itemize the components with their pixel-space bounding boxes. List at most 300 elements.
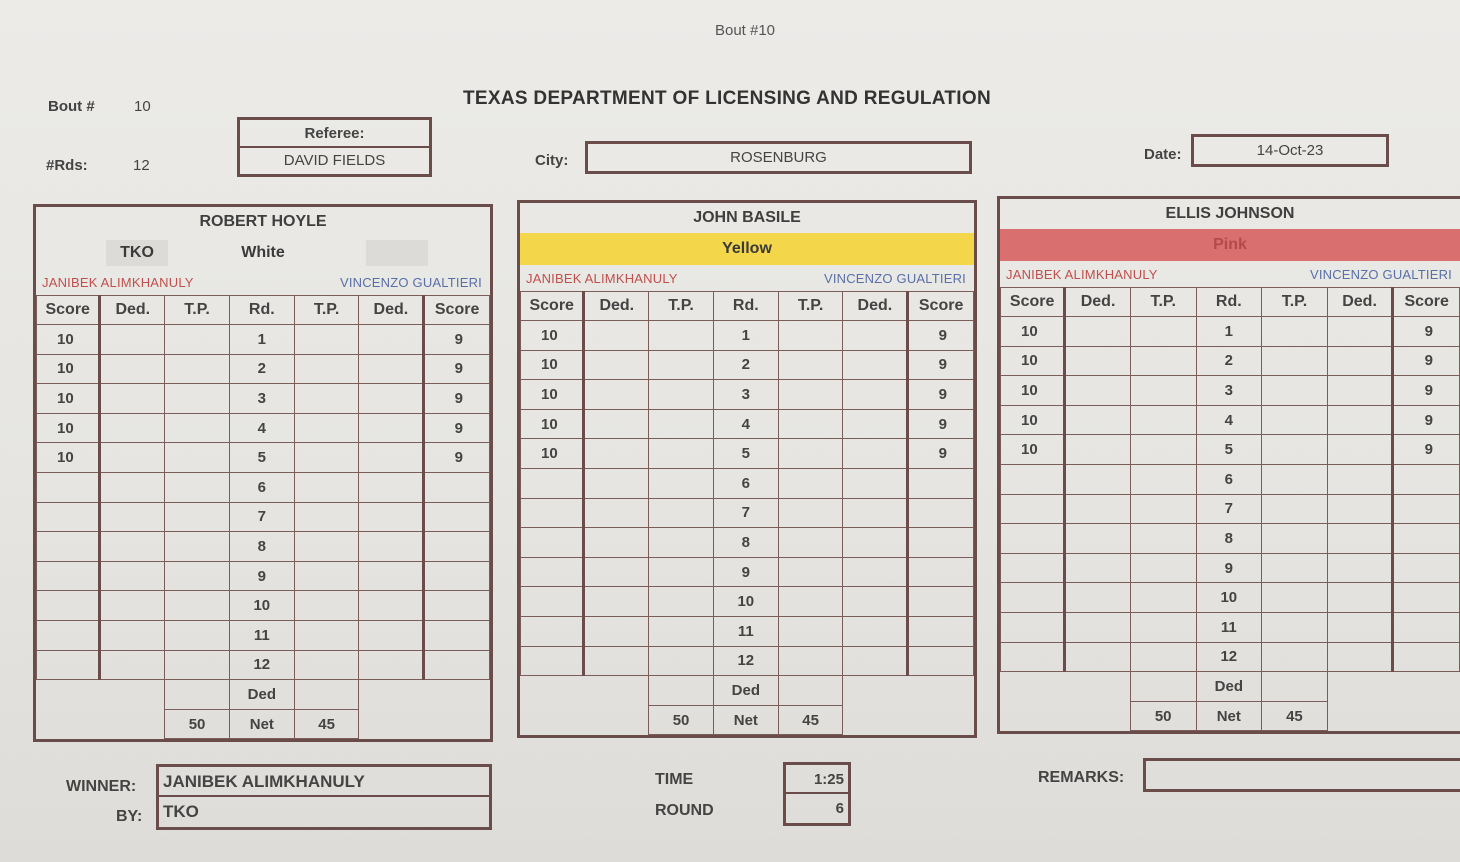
blue-ded-cell [843,321,908,351]
table-row [37,591,490,621]
blue-corner-name: VINCENZO GUALTIERI [1309,266,1452,282]
table-row [1001,642,1460,672]
blue-ded-cell [1327,405,1393,435]
stoppage-round: 6 [835,800,844,817]
blue-ded-cell [359,384,424,414]
round-number: 5 [1196,435,1262,465]
blue-tp-cell [294,591,359,621]
agency-title: TEXAS DEPARTMENT OF LICENSING AND REGULATION [463,88,991,109]
red-score-cell [1001,494,1065,524]
blue-score-cell: 9 [424,413,490,443]
table-row [1001,553,1460,583]
blue-score-cell [1393,494,1460,524]
blue-ded-cell [359,650,424,680]
red-ded-cell [584,528,649,558]
blue-ded-cell [843,409,908,439]
date-field: 14-Oct-23 [1191,134,1389,167]
city-label: City: [535,152,569,169]
blue-tp-cell [778,380,843,410]
red-ded-cell [1065,583,1131,613]
red-ded-cell [100,532,165,562]
ded-label: Ded [713,676,778,706]
blue-ded-cell [1327,642,1393,672]
judge-name: ROBERT HOYLE [199,213,327,230]
round-number: 2 [1196,346,1262,376]
blue-tp-cell [294,384,359,414]
blue-ded-cell [843,528,908,558]
blue-tp-cell [778,646,843,676]
round-number: 5 [229,443,294,473]
red-tp-cell [649,380,714,410]
red-ded-cell [584,587,649,617]
table-row [37,354,490,384]
blue-ded-cell [359,502,424,532]
blue-tp-cell [1262,317,1328,347]
time-round-box [783,762,851,826]
round-number: 5 [713,439,778,469]
round-number: 7 [1196,494,1262,524]
table-row [521,350,974,380]
red-score-cell: 10 [1001,435,1065,465]
blue-score-cell: 9 [424,354,490,384]
red-score-cell: 10 [1001,317,1065,347]
net-label: Net [713,705,778,735]
table-row [1001,612,1460,642]
red-tp-cell [649,587,714,617]
round-number: 12 [229,650,294,680]
red-tp-cell [165,591,230,621]
card-color-label: White [241,244,285,261]
red-tp-cell [1130,317,1196,347]
red-corner-name: JANIBEK ALIMKHANULY [1006,266,1158,282]
blue-score-cell [424,650,490,680]
blue-ded-cell [843,468,908,498]
blue-corner-name: VINCENZO GUALTIERI [823,270,966,286]
score-table [1000,287,1460,731]
table-row [37,413,490,443]
red-ded-cell [100,591,165,621]
blue-ded-cell [359,561,424,591]
remarks-field [1143,758,1460,792]
blue-ded-cell [359,325,424,355]
column-header: Score [1393,288,1460,317]
red-score-cell: 10 [521,321,584,351]
time-label: TIME [655,771,694,788]
blue-score-cell [1393,553,1460,583]
red-tp-cell [649,646,714,676]
round-number: 6 [713,468,778,498]
header-row [1001,288,1460,317]
scorecard [33,204,493,742]
column-header: T.P. [165,296,230,325]
table-row [521,557,974,587]
round-number: 1 [229,325,294,355]
round-number: 9 [713,557,778,587]
red-ded-cell [100,413,165,443]
fighter-names [36,269,490,295]
blue-score-cell: 9 [908,439,974,469]
red-tp-cell [165,384,230,414]
round-number: 12 [1196,642,1262,672]
score-table [520,291,974,735]
red-score-cell: 10 [1001,346,1065,376]
card-color-band [36,237,490,269]
blue-ded-cell [359,413,424,443]
table-row [1001,317,1460,347]
blue-score-cell: 9 [908,380,974,410]
table-row [521,380,974,410]
date-label: Date: [1144,146,1182,163]
column-header: Score [521,292,584,321]
round-number: 10 [229,591,294,621]
blue-ded-cell [1327,583,1393,613]
table-row [37,325,490,355]
rounds-label: #Rds: [46,157,88,174]
blue-tp-cell [1262,376,1328,406]
referee-label: Referee: [240,120,429,148]
referee-name: DAVID FIELDS [283,152,386,169]
judge-name: JOHN BASILE [693,209,801,226]
red-ded-cell [100,502,165,532]
stoppage-time: 1:25 [786,765,848,794]
column-header: T.P. [778,292,843,321]
column-header: Ded. [584,292,649,321]
red-score-cell [521,557,584,587]
blue-tp-cell [294,502,359,532]
blue-tp-cell [294,561,359,591]
red-tp-cell [649,557,714,587]
red-ded-cell [584,409,649,439]
round-number: 11 [1196,612,1262,642]
header-row [521,292,974,321]
column-header: T.P. [1262,288,1328,317]
ded-label: Ded [1196,672,1262,702]
blue-tp-cell [778,439,843,469]
red-score-cell [1001,464,1065,494]
red-ded-total [649,676,714,706]
table-row [521,587,974,617]
blue-ded-cell [1327,346,1393,376]
column-header: Score [424,296,490,325]
net-row [1001,701,1460,731]
blue-score-cell [424,502,490,532]
blue-tp-cell [294,354,359,384]
red-tp-cell [1130,464,1196,494]
red-ded-cell [100,472,165,502]
column-header: T.P. [649,292,714,321]
fighter-names [520,265,974,291]
blue-score-cell [424,561,490,591]
blue-ded-cell [359,443,424,473]
red-tp-cell [165,620,230,650]
red-score-cell [1001,612,1065,642]
blue-ded-cell [1327,376,1393,406]
round-number: 4 [713,409,778,439]
ded-row [1001,672,1460,702]
red-score-cell [37,620,100,650]
red-ded-cell [584,616,649,646]
blue-tp-cell [1262,553,1328,583]
red-tp-cell [1130,553,1196,583]
blue-net-total: 45 [778,705,843,735]
red-ded-cell [1065,435,1131,465]
round-number: 2 [713,350,778,380]
column-header: Ded. [100,296,165,325]
net-label: Net [229,709,294,739]
net-label: Net [1196,701,1262,731]
blue-score-cell [908,557,974,587]
round-number: 8 [229,532,294,562]
red-ded-cell [1065,376,1131,406]
red-score-cell [1001,524,1065,554]
round-number: 6 [229,472,294,502]
blue-ded-cell [843,587,908,617]
red-tp-cell [1130,376,1196,406]
blue-score-cell: 9 [908,350,974,380]
red-ded-cell [1065,612,1131,642]
blue-ded-total [778,676,843,706]
red-net-total: 50 [649,705,714,735]
blue-ded-cell [1327,435,1393,465]
red-score-cell [37,650,100,680]
table-row [1001,494,1460,524]
blue-tp-cell [1262,405,1328,435]
round-number: 7 [229,502,294,532]
red-tp-cell [1130,405,1196,435]
winner-label: WINNER: [66,778,137,795]
red-score-cell [521,468,584,498]
judge-name: ELLIS JOHNSON [1165,205,1295,222]
round-number: 10 [713,587,778,617]
blue-tp-cell [294,325,359,355]
scorecard [997,196,1460,734]
blue-score-cell [1393,612,1460,642]
round-number: 11 [713,616,778,646]
blue-score-cell: 9 [424,384,490,414]
blue-net-total: 45 [1262,701,1328,731]
bout-title: Bout #10 [714,22,776,39]
table-row [1001,583,1460,613]
red-tp-cell [649,350,714,380]
blue-tp-cell [1262,583,1328,613]
round-number: 4 [1196,405,1262,435]
column-header: Score [37,296,100,325]
red-ded-cell [1065,346,1131,376]
red-ded-cell [100,620,165,650]
red-tp-cell [165,354,230,384]
scorecard [517,200,977,738]
blue-score-cell: 9 [908,321,974,351]
table-row [1001,346,1460,376]
red-tp-cell [165,325,230,355]
red-tp-cell [1130,642,1196,672]
table-row [1001,405,1460,435]
red-corner-name: JANIBEK ALIMKHANULY [42,274,194,290]
red-score-cell: 10 [521,350,584,380]
red-tp-cell [1130,494,1196,524]
column-header: Rd. [1196,288,1262,317]
red-score-cell [1001,642,1065,672]
round-number: 8 [713,528,778,558]
red-ded-cell [584,350,649,380]
red-tp-cell [165,561,230,591]
blue-ded-cell [1327,317,1393,347]
blue-corner-name: VINCENZO GUALTIERI [339,274,482,290]
round-number: 1 [1196,317,1262,347]
ded-row [521,676,974,706]
red-ded-cell [100,325,165,355]
blue-score-cell: 9 [424,325,490,355]
table-row [37,620,490,650]
net-row [37,709,490,739]
blue-net-total: 45 [294,709,359,739]
card-color-label: Yellow [722,240,772,257]
red-ded-total [1130,672,1196,702]
city-field: ROSENBURG [585,141,972,174]
rounds-number: 12 [133,157,150,174]
table-row [37,561,490,591]
table-row [521,616,974,646]
red-tp-cell [1130,612,1196,642]
blue-score-cell [908,587,974,617]
table-row [37,650,490,680]
blue-tp-cell [294,650,359,680]
red-tp-cell [649,439,714,469]
table-row [1001,435,1460,465]
ded-label: Ded [229,680,294,710]
blue-tp-cell [778,468,843,498]
blue-ded-cell [1327,464,1393,494]
red-ded-cell [100,443,165,473]
round-number: 3 [713,380,778,410]
blue-score-cell [908,498,974,528]
red-tp-cell [165,443,230,473]
blue-tp-cell [1262,435,1328,465]
column-header: T.P. [1130,288,1196,317]
red-score-cell: 10 [37,354,100,384]
table-row [1001,376,1460,406]
red-ded-cell [100,561,165,591]
column-header: Ded. [1065,288,1131,317]
blue-ded-cell [359,591,424,621]
red-score-cell [521,587,584,617]
blue-ded-cell [1327,553,1393,583]
red-ded-cell [584,646,649,676]
blue-tp-cell [778,350,843,380]
red-score-cell: 10 [37,384,100,414]
blue-tp-cell [1262,346,1328,376]
blue-ded-total [294,680,359,710]
blue-ded-cell [1327,494,1393,524]
blue-score-cell: 9 [1393,346,1460,376]
round-number: 12 [713,646,778,676]
net-row [521,705,974,735]
red-tp-cell [165,413,230,443]
card-color-band [520,233,974,265]
column-header: Ded. [1327,288,1393,317]
blue-ded-cell [843,380,908,410]
red-tp-cell [649,528,714,558]
round-number: 11 [229,620,294,650]
red-score-cell [521,528,584,558]
red-score-cell [521,646,584,676]
red-score-cell [521,498,584,528]
red-ded-cell [584,557,649,587]
blue-tp-cell [778,528,843,558]
table-row [37,443,490,473]
red-score-cell: 10 [37,325,100,355]
red-corner-name: JANIBEK ALIMKHANULY [526,270,678,286]
winner-name: JANIBEK ALIMKHANULY [159,767,489,797]
card-color-label: Pink [1213,236,1247,253]
bout-label: Bout # [48,98,95,115]
red-ded-cell [1065,524,1131,554]
blue-tp-cell [294,472,359,502]
blue-ded-cell [843,350,908,380]
table-row [521,321,974,351]
red-tp-cell [649,409,714,439]
column-header: Rd. [713,292,778,321]
red-ded-cell [100,650,165,680]
blue-score-cell [1393,583,1460,613]
blue-tp-cell [1262,612,1328,642]
red-score-cell: 10 [37,443,100,473]
blue-score-cell: 9 [424,443,490,473]
red-ded-cell [584,380,649,410]
red-ded-cell [100,384,165,414]
red-tp-cell [165,472,230,502]
table-row [37,384,490,414]
red-tp-cell [1130,524,1196,554]
by-label: BY: [116,808,143,825]
column-header: Score [1001,288,1065,317]
fighter-names [1000,261,1460,287]
blue-tp-cell [294,413,359,443]
blue-tp-cell [778,557,843,587]
red-net-total: 50 [165,709,230,739]
referee-box [237,117,432,177]
table-row [37,532,490,562]
red-ded-cell [584,468,649,498]
blue-score-cell: 9 [1393,435,1460,465]
blue-tp-cell [294,532,359,562]
blue-ded-cell [843,646,908,676]
blue-ded-cell [359,532,424,562]
red-ded-total [165,680,230,710]
blue-score-cell [424,620,490,650]
red-score-cell [1001,553,1065,583]
red-ded-cell [100,354,165,384]
red-ded-cell [584,439,649,469]
round-number: 10 [1196,583,1262,613]
blue-score-cell [908,616,974,646]
table-row [521,498,974,528]
red-score-cell: 10 [521,380,584,410]
blue-ded-cell [359,620,424,650]
red-score-cell [37,532,100,562]
blue-score-cell [1393,524,1460,554]
table-row [37,502,490,532]
header-row [37,296,490,325]
round-number: 7 [713,498,778,528]
blue-tp-cell [778,587,843,617]
red-ded-cell [584,321,649,351]
win-method: TKO [163,802,199,821]
round-number: 2 [229,354,294,384]
red-tp-cell [1130,435,1196,465]
column-header: Rd. [229,296,294,325]
blue-ded-cell [359,354,424,384]
